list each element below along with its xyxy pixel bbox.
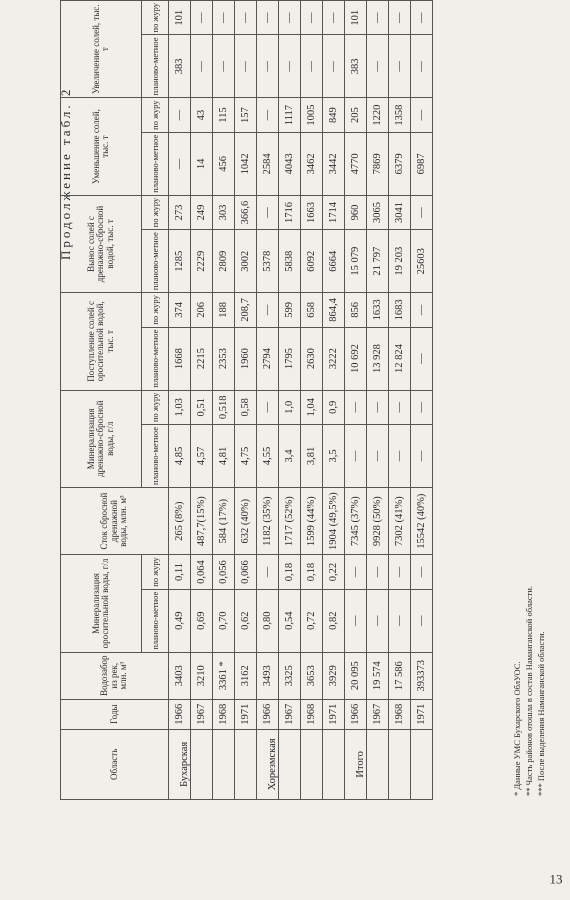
header-water-intake: Водозабор из рек, млн. м³ — [61, 652, 169, 699]
cell-salt-dec-fact: 43 — [191, 98, 213, 132]
cell-salt-in-plan: 2215 — [191, 327, 213, 390]
cell-water-intake: 3162 — [235, 652, 257, 699]
cell-year: 1966 — [345, 699, 367, 729]
cell-irr-min-fact: 0,22 — [323, 555, 345, 589]
cell-salt-out-plan: 5838 — [279, 230, 301, 293]
cell-drain-min-fact: — — [411, 390, 433, 424]
cell-salt-in-plan: 1960 — [235, 327, 257, 390]
cell-region — [191, 729, 213, 799]
table-row — [279, 1, 301, 800]
cell-salt-in-fact: 864,4 — [323, 293, 345, 327]
cell-drain-min-plan: 4,81 — [213, 425, 235, 488]
cell-drain-min-plan: — — [367, 425, 389, 488]
cell-drain-min-fact: 1,04 — [301, 390, 323, 424]
cell-drain-min-fact: 0,9 — [323, 390, 345, 424]
cell-water-intake: 3210 — [191, 652, 213, 699]
cell-irr-min-plan: — — [367, 589, 389, 652]
cell-drain-min-plan: — — [411, 425, 433, 488]
salt-balance-table — [60, 0, 433, 800]
cell-salt-in-plan: 3222 — [323, 327, 345, 390]
cell-salt-out-fact: — — [411, 195, 433, 229]
cell-salt-inc-fact: — — [389, 1, 411, 35]
cell-salt-in-plan: 10 692 — [345, 327, 367, 390]
cell-salt-dec-fact: 157 — [235, 98, 257, 132]
cell-salt-out-fact: 1716 — [279, 195, 301, 229]
cell-salt-in-fact: 374 — [169, 293, 191, 327]
cell-salt-inc-fact: — — [301, 1, 323, 35]
cell-salt-dec-plan: 3442 — [323, 132, 345, 195]
cell-salt-out-plan: 21 797 — [367, 230, 389, 293]
cell-irr-min-fact: 0,056 — [213, 555, 235, 589]
cell-salt-inc-fact: — — [279, 1, 301, 35]
cell-salt-in-fact: — — [411, 293, 433, 327]
cell-drain-flow: 1904 (49,5%) — [323, 487, 345, 554]
header-years: Годы — [61, 699, 169, 729]
cell-salt-in-plan: 2794 — [257, 327, 279, 390]
cell-drain-min-fact: 1,0 — [279, 390, 301, 424]
cell-water-intake: 3493 — [257, 652, 279, 699]
cell-drain-min-plan: 3,5 — [323, 425, 345, 488]
cell-drain-flow: 9928 (50%) — [367, 487, 389, 554]
table-row — [257, 1, 279, 800]
cell-region — [411, 729, 433, 799]
table-row — [213, 1, 235, 800]
cell-salt-out-fact: 366,6 — [235, 195, 257, 229]
cell-salt-in-plan: 12 824 — [389, 327, 411, 390]
header-salt-decrease: Уменьшение солей, тыс. т — [61, 98, 142, 195]
cell-salt-dec-fact: — — [169, 98, 191, 132]
cell-salt-inc-plan: — — [323, 35, 345, 98]
cell-drain-flow: 7345 (37%) — [345, 487, 367, 554]
cell-drain-flow: 265 (8%) — [169, 487, 191, 554]
cell-salt-out-plan: 19 203 — [389, 230, 411, 293]
cell-year: 1968 — [301, 699, 323, 729]
cell-salt-dec-plan: 6379 — [389, 132, 411, 195]
cell-salt-out-fact: 1663 — [301, 195, 323, 229]
cell-salt-out-fact: — — [257, 195, 279, 229]
cell-drain-min-plan: 3,4 — [279, 425, 301, 488]
cell-irr-min-fact: 0,064 — [191, 555, 213, 589]
cell-water-intake: 3403 — [169, 652, 191, 699]
cell-salt-in-fact: 1683 — [389, 293, 411, 327]
footnote-1: * Данные УМС Бухарского ОблУОС. — [512, 661, 522, 796]
table-row — [301, 1, 323, 800]
cell-irr-min-plan: 0,70 — [213, 589, 235, 652]
cell-year: 1966 — [257, 699, 279, 729]
cell-region — [301, 729, 323, 799]
subheader-plan: планово-метное — [142, 132, 169, 195]
cell-salt-in-fact: 1633 — [367, 293, 389, 327]
table-row — [345, 1, 367, 800]
subheader-plan: планово-метное — [142, 425, 169, 488]
cell-salt-in-fact: — — [257, 293, 279, 327]
cell-drain-min-plan: 3,81 — [301, 425, 323, 488]
subheader-fact: по журу — [142, 555, 169, 589]
subheader-plan: планово-метное — [142, 35, 169, 98]
cell-salt-out-plan: 2229 — [191, 230, 213, 293]
cell-salt-inc-plan: — — [411, 35, 433, 98]
page-number: 13 — [549, 871, 563, 887]
cell-salt-out-plan: 25603 — [411, 230, 433, 293]
subheader-plan: планово-метное — [142, 327, 169, 390]
header-salt-input: Поступление солей с оросительной водой, тыс. т — [61, 293, 142, 390]
cell-drain-min-plan: — — [389, 425, 411, 488]
cell-salt-dec-plan: 14 — [191, 132, 213, 195]
cell-year: 1971 — [411, 699, 433, 729]
cell-salt-inc-plan: — — [213, 35, 235, 98]
cell-irr-min-plan: 0,49 — [169, 589, 191, 652]
cell-irr-min-fact: — — [411, 555, 433, 589]
cell-salt-out-fact: 303 — [213, 195, 235, 229]
cell-salt-inc-fact: 101 — [169, 1, 191, 35]
cell-year: 1968 — [389, 699, 411, 729]
cell-irr-min-fact: 0,066 — [235, 555, 257, 589]
cell-salt-inc-plan: 383 — [169, 35, 191, 98]
cell-drain-flow: 487,7(15%) — [191, 487, 213, 554]
table-row — [323, 1, 345, 800]
header-salt-output: Вынос солей с дренажно-сбросной водой, тыс. т — [61, 195, 142, 292]
cell-salt-out-plan: 2809 — [213, 230, 235, 293]
table-row — [169, 1, 191, 800]
cell-irr-min-plan: 0,62 — [235, 589, 257, 652]
cell-year: 1967 — [367, 699, 389, 729]
cell-salt-dec-plan: 7869 — [367, 132, 389, 195]
cell-salt-dec-plan: 4770 — [345, 132, 367, 195]
cell-salt-dec-plan: 1042 — [235, 132, 257, 195]
cell-salt-inc-fact: — — [367, 1, 389, 35]
cell-drain-min-plan: 4,57 — [191, 425, 213, 488]
cell-irr-min-plan: 0,80 — [257, 589, 279, 652]
cell-drain-flow: 1599 (44%) — [301, 487, 323, 554]
cell-salt-in-fact: 206 — [191, 293, 213, 327]
cell-salt-inc-fact: — — [323, 1, 345, 35]
cell-salt-out-plan: 6092 — [301, 230, 323, 293]
table-row — [389, 1, 411, 800]
cell-drain-min-fact: — — [257, 390, 279, 424]
cell-salt-out-plan: 5378 — [257, 230, 279, 293]
cell-salt-in-plan: 1668 — [169, 327, 191, 390]
cell-irr-min-plan: 0,82 — [323, 589, 345, 652]
cell-salt-dec-fact: 1117 — [279, 98, 301, 132]
cell-irr-min-fact: — — [389, 555, 411, 589]
cell-salt-inc-plan: — — [367, 35, 389, 98]
cell-salt-in-plan: 2353 — [213, 327, 235, 390]
cell-salt-out-plan: 6664 — [323, 230, 345, 293]
cell-salt-dec-plan: 4043 — [279, 132, 301, 195]
cell-region: Бухарская — [169, 729, 191, 799]
cell-region — [235, 729, 257, 799]
cell-drain-flow: 15542 (40%) — [411, 487, 433, 554]
cell-salt-in-fact: 208,7 — [235, 293, 257, 327]
cell-salt-inc-fact: — — [213, 1, 235, 35]
subheader-fact: по журу — [142, 98, 169, 132]
cell-drain-flow: 584 (17%) — [213, 487, 235, 554]
cell-drain-min-fact: 0,51 — [191, 390, 213, 424]
cell-irr-min-fact: 0,18 — [301, 555, 323, 589]
cell-irr-min-fact: — — [367, 555, 389, 589]
subheader-fact: по журу — [142, 1, 169, 35]
cell-region — [323, 729, 345, 799]
cell-salt-inc-plan: — — [191, 35, 213, 98]
cell-drain-min-fact: — — [389, 390, 411, 424]
cell-water-intake: 3325 — [279, 652, 301, 699]
cell-salt-dec-fact: 1358 — [389, 98, 411, 132]
cell-water-intake: 3929 — [323, 652, 345, 699]
cell-salt-inc-fact: — — [235, 1, 257, 35]
cell-salt-dec-fact: 1220 — [367, 98, 389, 132]
cell-region: Итого — [345, 729, 367, 799]
cell-year: 1968 — [213, 699, 235, 729]
cell-salt-dec-plan: 6987 — [411, 132, 433, 195]
subheader-fact: по журу — [142, 390, 169, 424]
cell-year: 1971 — [235, 699, 257, 729]
cell-region — [389, 729, 411, 799]
cell-water-intake: 19 574 — [367, 652, 389, 699]
cell-year: 1966 — [169, 699, 191, 729]
cell-salt-out-plan: 3002 — [235, 230, 257, 293]
cell-irr-min-plan: — — [345, 589, 367, 652]
cell-region — [367, 729, 389, 799]
cell-salt-in-plan: 2630 — [301, 327, 323, 390]
cell-salt-dec-plan: 2584 — [257, 132, 279, 195]
cell-salt-inc-plan: — — [389, 35, 411, 98]
cell-salt-inc-plan: 383 — [345, 35, 367, 98]
cell-irr-min-fact: — — [345, 555, 367, 589]
cell-drain-flow: 7302 (41%) — [389, 487, 411, 554]
cell-irr-min-fact: — — [257, 555, 279, 589]
cell-water-intake: 17 586 — [389, 652, 411, 699]
cell-salt-dec-fact: 205 — [345, 98, 367, 132]
cell-salt-dec-plan: 456 — [213, 132, 235, 195]
header-drain-mineralization: Минерализация дренажно-сбросной воды, г/л — [61, 390, 142, 487]
cell-drain-min-fact: 1,03 — [169, 390, 191, 424]
cell-irr-min-fact: 0,11 — [169, 555, 191, 589]
subheader-plan: планово-метное — [142, 589, 169, 652]
subheader-plan: планово-метное — [142, 230, 169, 293]
cell-salt-dec-fact: 115 — [213, 98, 235, 132]
cell-salt-dec-fact: — — [257, 98, 279, 132]
cell-drain-min-plan: 4,85 — [169, 425, 191, 488]
cell-irr-min-plan: 0,69 — [191, 589, 213, 652]
cell-salt-dec-fact: — — [411, 98, 433, 132]
cell-salt-out-fact: 3041 — [389, 195, 411, 229]
cell-salt-inc-fact: — — [411, 1, 433, 35]
cell-drain-flow: 1717 (52%) — [279, 487, 301, 554]
table-row — [367, 1, 389, 800]
cell-salt-out-fact: 249 — [191, 195, 213, 229]
cell-salt-inc-plan: — — [235, 35, 257, 98]
cell-irr-min-plan: — — [411, 589, 433, 652]
cell-salt-out-fact: 273 — [169, 195, 191, 229]
cell-irr-min-plan: — — [389, 589, 411, 652]
cell-drain-min-fact: 0,518 — [213, 390, 235, 424]
table-caption: Продолжение табл. 2 — [58, 86, 73, 260]
cell-region — [279, 729, 301, 799]
cell-water-intake: 3361 * — [213, 652, 235, 699]
cell-drain-flow: 1182 (35%) — [257, 487, 279, 554]
cell-year: 1971 — [323, 699, 345, 729]
cell-salt-dec-plan: — — [169, 132, 191, 195]
cell-drain-min-plan: 4,75 — [235, 425, 257, 488]
cell-drain-min-plan: — — [345, 425, 367, 488]
cell-salt-inc-fact: 101 — [345, 1, 367, 35]
cell-salt-out-fact: 960 — [345, 195, 367, 229]
table-row — [235, 1, 257, 800]
table-row — [191, 1, 213, 800]
cell-salt-inc-plan: — — [279, 35, 301, 98]
cell-year: 1967 — [279, 699, 301, 729]
cell-salt-dec-plan: 3462 — [301, 132, 323, 195]
cell-salt-out-fact: 3065 — [367, 195, 389, 229]
cell-irr-min-plan: 0,72 — [301, 589, 323, 652]
subheader-fact: по журу — [142, 195, 169, 229]
cell-salt-inc-plan: — — [257, 35, 279, 98]
cell-region — [213, 729, 235, 799]
cell-salt-inc-fact: — — [191, 1, 213, 35]
cell-salt-in-fact: 188 — [213, 293, 235, 327]
cell-salt-dec-fact: 849 — [323, 98, 345, 132]
cell-salt-in-plan: — — [411, 327, 433, 390]
footnote-3: *** После выделения Наманганской области. — [536, 631, 546, 796]
cell-drain-min-fact: 0,58 — [235, 390, 257, 424]
cell-drain-flow: 632 (40%) — [235, 487, 257, 554]
cell-region: Хорезмская — [257, 729, 279, 799]
cell-irr-min-fact: 0,18 — [279, 555, 301, 589]
cell-drain-min-fact: — — [345, 390, 367, 424]
cell-water-intake: 3653 — [301, 652, 323, 699]
cell-salt-inc-fact: — — [257, 1, 279, 35]
cell-salt-in-fact: 856 — [345, 293, 367, 327]
cell-water-intake: 20 095 — [345, 652, 367, 699]
cell-drain-min-plan: 4,55 — [257, 425, 279, 488]
cell-year: 1967 — [191, 699, 213, 729]
cell-salt-out-plan: 1285 — [169, 230, 191, 293]
footnote-2: ** Часть районов отошла в состав Наманганской области. — [524, 585, 534, 796]
cell-salt-in-plan: 1795 — [279, 327, 301, 390]
subheader-fact: по журу — [142, 293, 169, 327]
cell-irr-min-plan: 0,54 — [279, 589, 301, 652]
cell-salt-in-fact: 658 — [301, 293, 323, 327]
cell-salt-in-plan: 13 928 — [367, 327, 389, 390]
header-region: Область — [61, 729, 169, 799]
cell-salt-out-fact: 1714 — [323, 195, 345, 229]
cell-salt-out-plan: 15 079 — [345, 230, 367, 293]
table-row — [411, 1, 433, 800]
header-drain-flow: Сток сбросной дренажной воды, млн. м³ — [61, 487, 169, 554]
cell-salt-inc-plan: — — [301, 35, 323, 98]
cell-water-intake: 393373 — [411, 652, 433, 699]
header-salt-increase: Увеличение солей, тыс. т — [61, 1, 142, 98]
table-body — [169, 1, 433, 800]
cell-drain-min-fact: — — [367, 390, 389, 424]
header-irrigation-mineralization: Минерализация оросительной воды, г/л — [61, 555, 142, 652]
cell-salt-dec-fact: 1005 — [301, 98, 323, 132]
cell-salt-in-fact: 599 — [279, 293, 301, 327]
